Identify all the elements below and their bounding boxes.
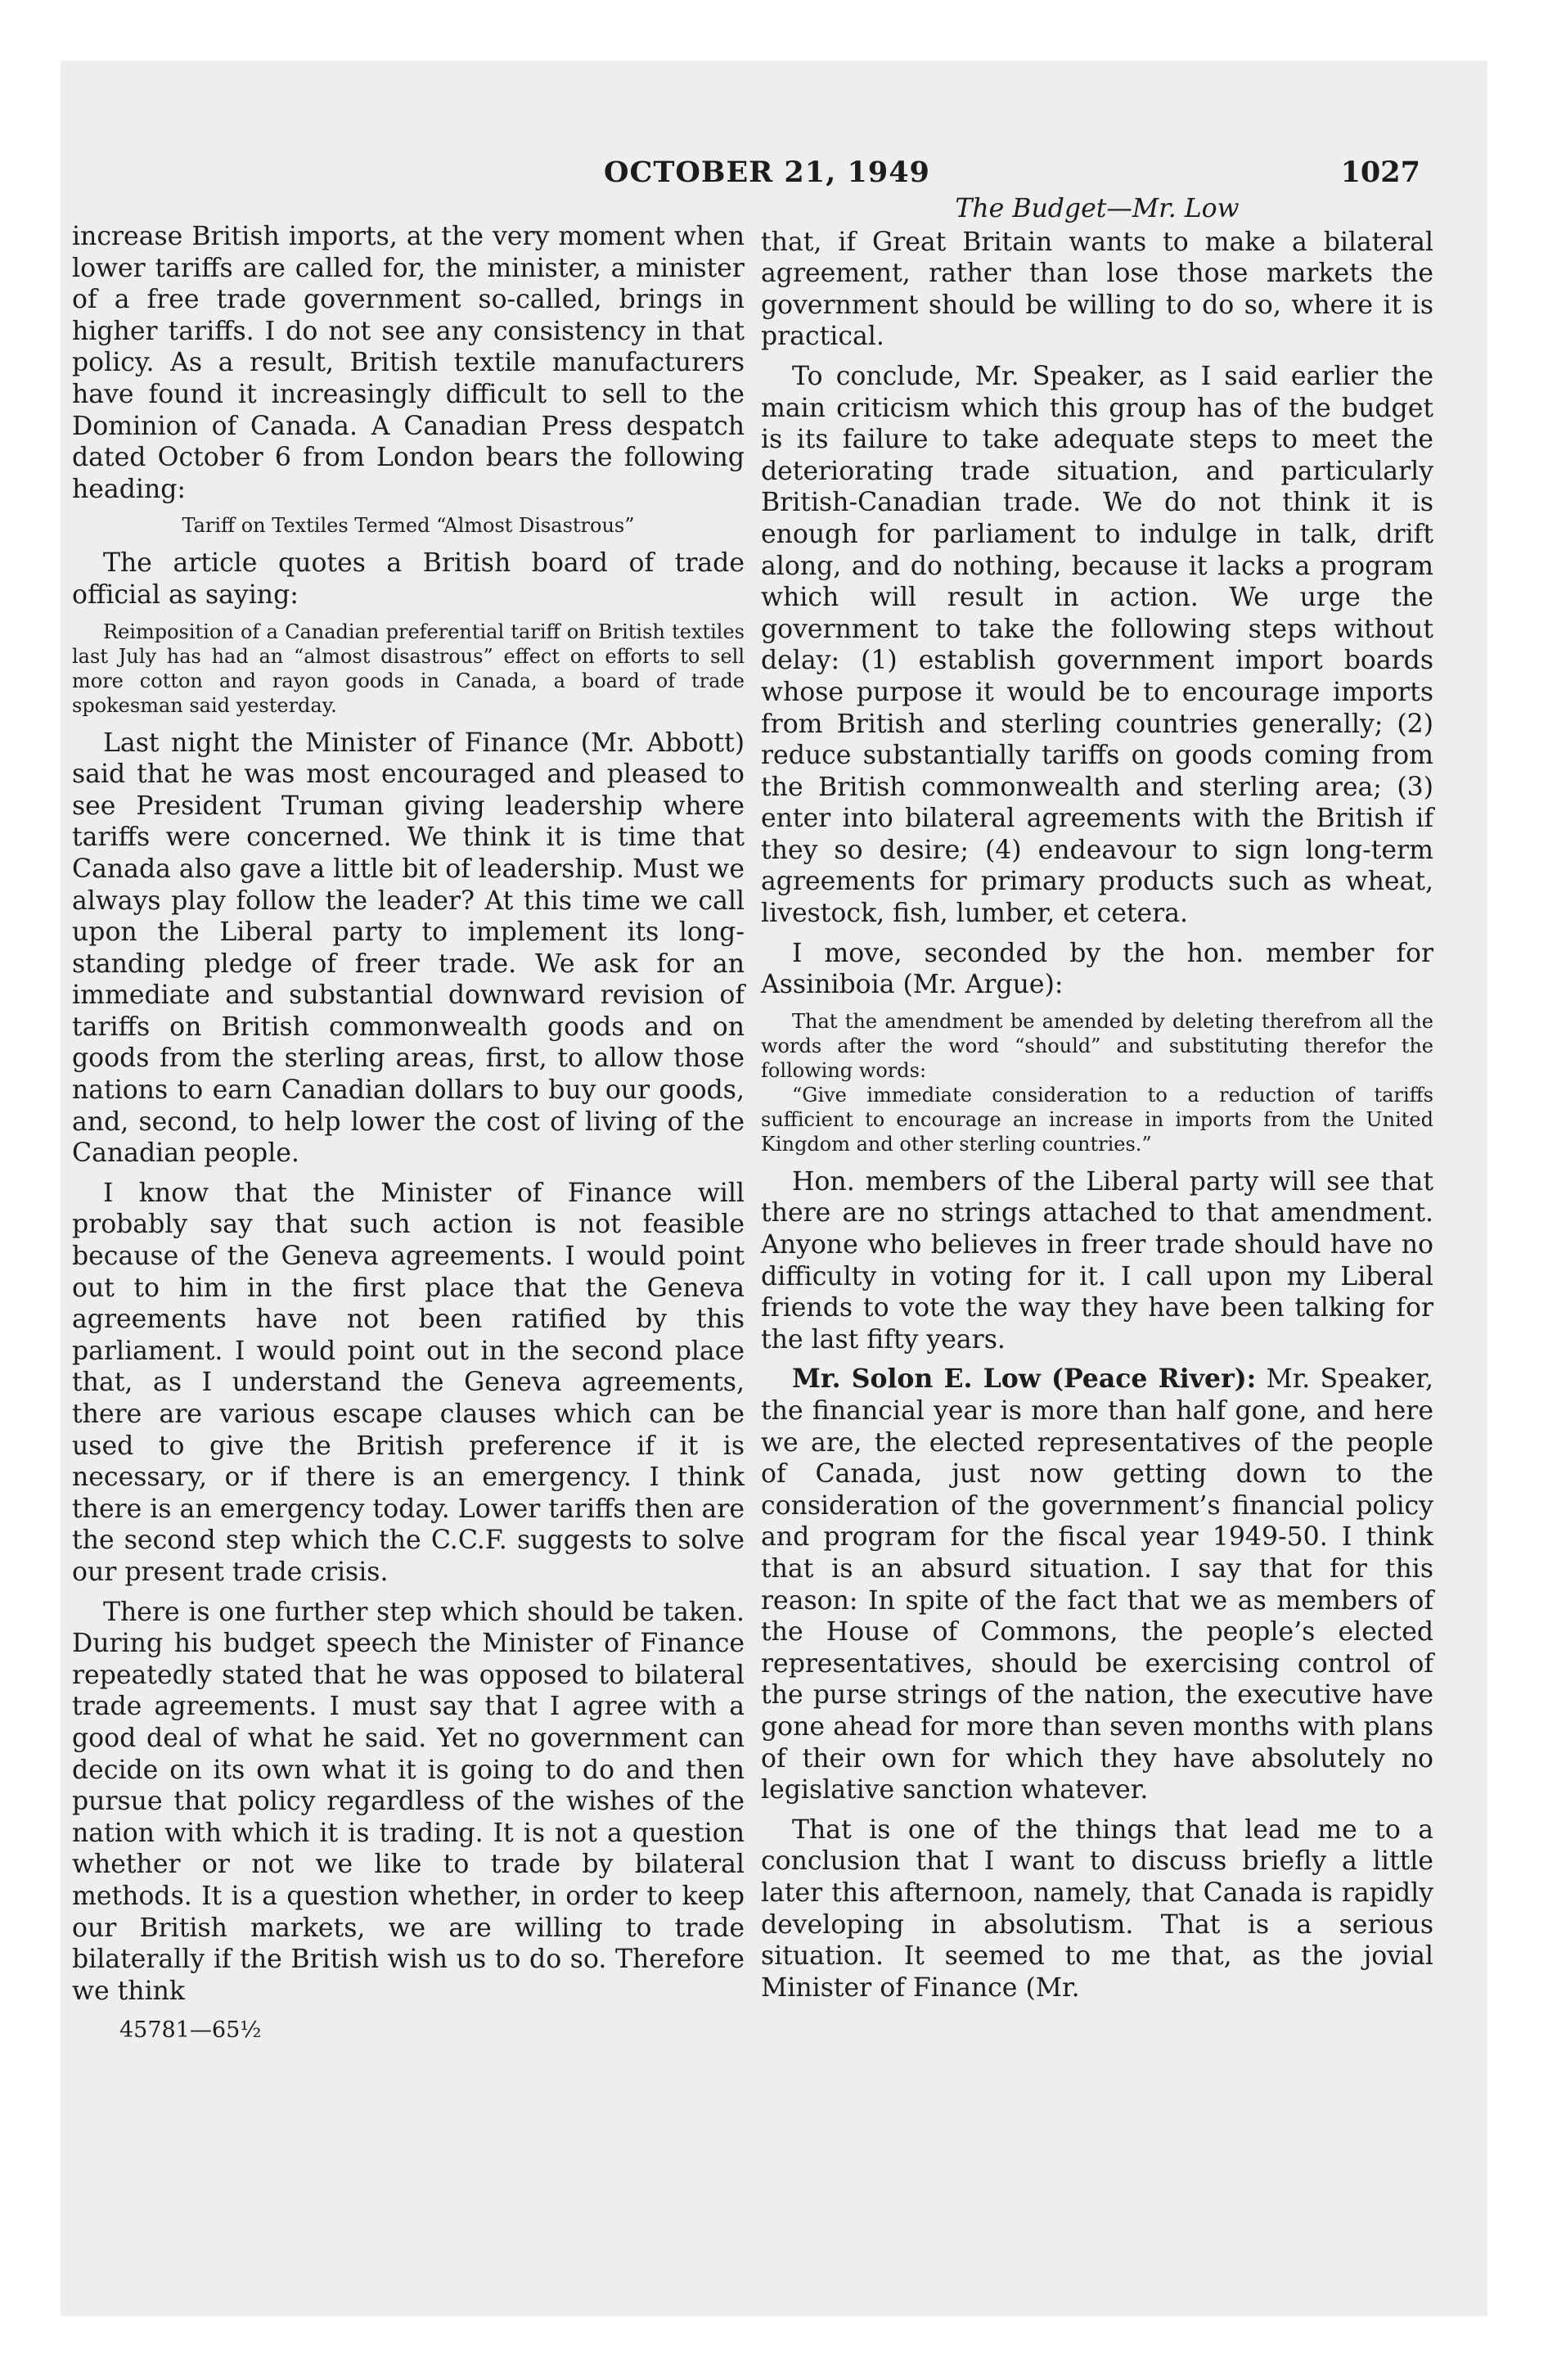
paragraph: That is one of the things that lead me to a conclusion that I want to discuss briefly a little later this afternoon, namely, that Canada is rapidly developing in absolutism. That is a serious situation. It seemed to me that, as the jovial Minister of Finance (Mr. [761, 1814, 1433, 2003]
quoted-heading: Tariff on Textiles Termed “Almost Disastrous” [182, 514, 635, 538]
speaker-name: Mr. Solon E. Low (Peace River): [792, 1364, 1257, 1395]
right-column [761, 193, 1433, 2012]
paragraph: I move, seconded by the hon. member for Assiniboia (Mr. Argue): [761, 938, 1433, 1000]
paragraph: increase British imports, at the very moment when lower tariffs are called for, the minister, a minister of a free trade government so-called, brings in higher tariffs. I do not see any consistency in that policy. As a result, British textile manufacturers have found it increasingly difficult to sell to the Dominion of Canada. A Canadian Press despatch dated October 6 from London bears the following heading: [72, 222, 745, 504]
paragraph: There is one further step which should be taken. During his budget speech the Minister of Finance repeatedly stated that he was opposed to bilateral trade agreements. I must say that I agree with a good deal of what he said. Yet no government can decide on its own what it is going to do and then pursue that policy regardless of the wishes of the nation with which it is trading. It is not a question whether or not we like to trade by bilateral methods. It is a question whether, in order to keep our British markets, we are willing to trade bilaterally if the British wish us to do so. Therefore we think [72, 1597, 745, 2006]
paragraph: I know that the Minister of Finance will probably say that such action is not feasible because of the Geneva agreements. I would point out to him in the first place that the Geneva agreements have not been ratified by this parliament. I would point out in the second place that, as I understand the Geneva agreements, there are various escape clauses which can be used to give the British preference if it is necessary, or if there is an emergency. I think there is an emergency today. Lower tariffs then are the second step which the C.C.F. suggests to solve our present trade crisis. [72, 1178, 745, 1587]
paragraph: To conclude, Mr. Speaker, as I said earlier the main criticism which this group has of the budget is its failure to take adequate steps to meet the deteriorating trade situation, and particularly British-Canadian trade. We do not think it is enough for parliament to indulge in talk, drift along, and do nothing, because it lacks a program which will result in action. We urge the government to take the following steps without delay: (1) establish government import boards whose purpose it would be to encourage imports from British and sterling countries generally; (2) reduce substantially tariffs on goods coming from the British commonwealth and sterling area; (3) enter into bilateral agreements with the British if they so desire; (4) endeavour to sign long-term agreements for primary products such as wheat, livestock, fish, lumber, et cetera. [761, 361, 1433, 929]
running-head: The Budget—Mr. Low [955, 194, 1240, 223]
paragraph: Hon. members of the Liberal party will see that there are no strings attached to that amendment. Anyone who believes in freer trade should have no difficulty in voting for it. I call upon my Liberal friends to vote the way they have been talking for the last fifty years. [761, 1166, 1433, 1355]
page-number: 1027 [1340, 156, 1420, 189]
left-column [72, 221, 745, 2047]
block-quote: That the amendment be amended by deleting therefrom all the words after the word “should” and substituting therefor the following words: [761, 1009, 1433, 1082]
page-header [61, 156, 1420, 196]
speaker-paragraph [761, 1364, 1433, 1805]
block-quote: Reimposition of a Canadian preferential tariff on British textiles last July has had an “almost disastrous” effect on efforts to sell more cotton and rayon goods in Canada, a board of trade spokesman said yesterday. [72, 620, 745, 717]
header-date: OCTOBER 21, 1949 [604, 156, 930, 189]
speech-text: Mr. Speaker, the financial year is more than half gone, and here we are, the elected representatives of the people of Canada, just now getting down to the consideration of the government’s financial policy and program for the fiscal year 1949-50. I think that is an absurd situation. I say that for this reason: In spite of the fact that we as members of the House of Commons, the people’s elected representatives, should be exercising control of the purse strings of the nation, the executive have gone ahead for more than seven months with plans of their own for which they have absolutely no legislative sanction whatever. [761, 1364, 1434, 1805]
paragraph: The article quotes a British board of trade official as saying: [72, 548, 745, 610]
block-quote: “Give immediate consideration to a reduction of tariffs sufficient to encourage an increase in imports from the United Kingdom and other sterling countries.” [761, 1083, 1433, 1156]
print-code: 45781—65½ [119, 2017, 262, 2044]
paragraph: Last night the Minister of Finance (Mr. Abbott) said that he was most encouraged and pleased to see President Truman giving leadership where tariffs were concerned. We think it is time that Canada also gave a little bit of leadership. Must we always play follow the leader? At this time we call upon the Liberal party to implement its long-standing pledge of freer trade. We ask for an immediate and substantial downward revision of tariffs on British commonwealth goods and on goods from the sterling areas, first, to allow those nations to earn Canadian dollars to buy our goods, and, second, to help lower the cost of living of the Canadian people. [72, 728, 745, 1169]
paragraph: that, if Great Britain wants to make a bilateral agreement, rather than lose those markets the government should be willing to do so, where it is practical. [761, 227, 1433, 352]
